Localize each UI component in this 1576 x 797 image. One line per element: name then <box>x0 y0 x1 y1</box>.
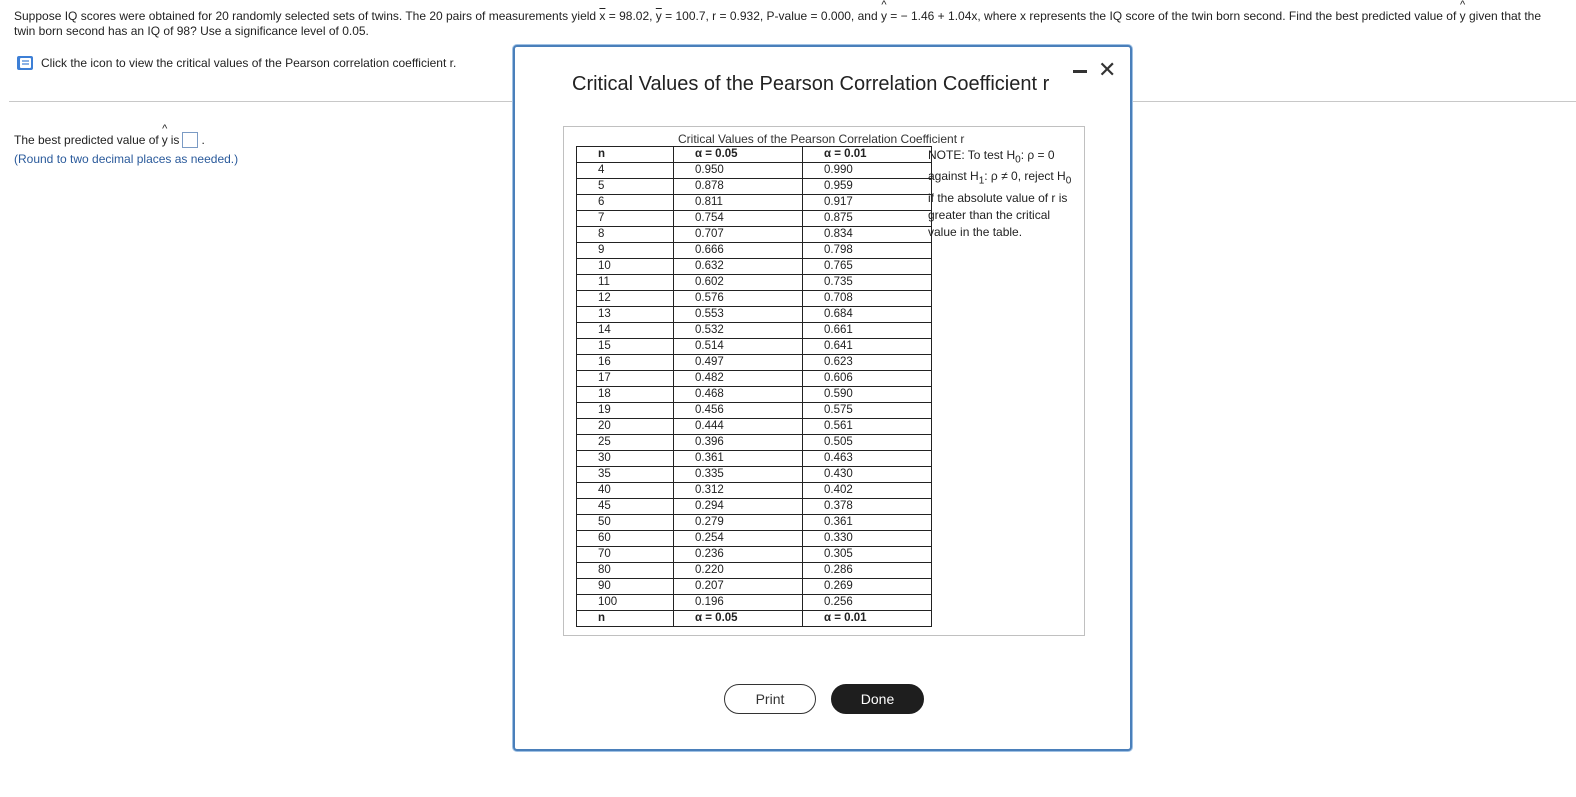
book-icon[interactable] <box>16 55 35 71</box>
cell-alpha-001: 0.641 <box>803 339 932 355</box>
cell-alpha-005: 0.602 <box>674 275 803 291</box>
table-row <box>577 515 932 531</box>
answer-input[interactable] <box>182 132 198 148</box>
table-row <box>577 435 932 451</box>
cell-n: 4 <box>577 163 674 179</box>
critical-values-table <box>576 146 932 627</box>
cell-alpha-005: 0.468 <box>674 387 803 403</box>
cell-n: 35 <box>577 467 674 483</box>
rounding-instruction: (Round to two decimal places as needed.) <box>14 152 239 166</box>
cell-alpha-001: 0.917 <box>803 195 932 211</box>
cell-alpha-001: 0.305 <box>803 547 932 563</box>
table-row <box>577 483 932 499</box>
answer-suffix: is <box>170 133 180 147</box>
table-footer-row <box>577 611 932 627</box>
cell-n: 11 <box>577 275 674 291</box>
table-caption: Critical Values of the Pearson Correlation Coefficient r <box>678 132 965 146</box>
cell-n: 60 <box>577 531 674 547</box>
header-n: n <box>577 147 674 163</box>
table-row <box>577 419 932 435</box>
cell-alpha-001: 0.430 <box>803 467 932 483</box>
cell-alpha-001: 0.330 <box>803 531 932 547</box>
cell-n: 10 <box>577 259 674 275</box>
answer-prefix: The best predicted value of <box>14 133 159 147</box>
done-button[interactable]: Done <box>831 684 924 714</box>
table-row <box>577 195 932 211</box>
cell-alpha-001: 0.990 <box>803 163 932 179</box>
cell-n: 19 <box>577 403 674 419</box>
cell-alpha-001: 0.505 <box>803 435 932 451</box>
cell-alpha-001: 0.378 <box>803 499 932 515</box>
cell-alpha-001: 0.561 <box>803 419 932 435</box>
cell-n: 17 <box>577 371 674 387</box>
cell-n: 50 <box>577 515 674 531</box>
question-text: Suppose IQ scores were obtained for 20 randomly selected sets of twins. The 20 pairs of measurements yield $\overline{x} = 98.02$, $\overline{y} = 100.7$, r = 0.932, P-value = 0.000, and ^ y = − 1.46 + 1.04x, where x represents the IQ score of the twin born second. Find the best predicted value of ^ y given that the twin born second has an IQ of 98? Use a significance level of 0.05. <box>14 9 1564 39</box>
table-row <box>577 563 932 579</box>
table-row <box>577 595 932 611</box>
cell-n: 14 <box>577 323 674 339</box>
cell-alpha-005: 0.666 <box>674 243 803 259</box>
cell-alpha-001: 0.590 <box>803 387 932 403</box>
table-row <box>577 323 932 339</box>
cell-alpha-001: 0.606 <box>803 371 932 387</box>
cell-n: 5 <box>577 179 674 195</box>
cell-alpha-005: 0.312 <box>674 483 803 499</box>
cell-alpha-001: 0.834 <box>803 227 932 243</box>
cell-alpha-005: 0.396 <box>674 435 803 451</box>
close-icon[interactable]: ✕ <box>1098 57 1117 82</box>
cell-n: 12 <box>577 291 674 307</box>
cell-n: 18 <box>577 387 674 403</box>
cell-n: 90 <box>577 579 674 595</box>
table-row <box>577 275 932 291</box>
table-header-row <box>577 147 932 163</box>
cell-alpha-005: 0.811 <box>674 195 803 211</box>
critical-values-panel <box>563 126 1085 636</box>
cell-alpha-005: 0.553 <box>674 307 803 323</box>
yhat-symbol: ^ y <box>162 133 168 147</box>
cell-n: 15 <box>577 339 674 355</box>
answer-line: The best predicted value of ^ y is . <box>14 132 205 148</box>
cell-n: 40 <box>577 483 674 499</box>
cell-alpha-001: 0.765 <box>803 259 932 275</box>
cell-alpha-005: 0.532 <box>674 323 803 339</box>
cell-alpha-005: 0.707 <box>674 227 803 243</box>
cell-alpha-001: 0.959 <box>803 179 932 195</box>
cell-alpha-005: 0.196 <box>674 595 803 611</box>
cell-alpha-005: 0.497 <box>674 355 803 371</box>
cell-n: 70 <box>577 547 674 563</box>
critical-values-help-link[interactable] <box>16 55 456 71</box>
cell-n: 9 <box>577 243 674 259</box>
table-row <box>577 211 932 227</box>
cell-n: 20 <box>577 419 674 435</box>
cell-alpha-005: 0.754 <box>674 211 803 227</box>
critical-values-dialog <box>513 45 1132 751</box>
table-row <box>577 531 932 547</box>
cell-alpha-005: 0.576 <box>674 291 803 307</box>
table-row <box>577 547 932 563</box>
cell-alpha-005: 0.950 <box>674 163 803 179</box>
cell-alpha-001: 0.361 <box>803 515 932 531</box>
table-row <box>577 371 932 387</box>
cell-alpha-005: 0.632 <box>674 259 803 275</box>
table-row <box>577 243 932 259</box>
table-row <box>577 451 932 467</box>
cell-alpha-001: 0.269 <box>803 579 932 595</box>
cell-alpha-001: 0.286 <box>803 563 932 579</box>
table-row <box>577 291 932 307</box>
table-row <box>577 499 932 515</box>
cell-alpha-001: 0.735 <box>803 275 932 291</box>
table-row <box>577 339 932 355</box>
cell-alpha-005: 0.294 <box>674 499 803 515</box>
cell-alpha-005: 0.220 <box>674 563 803 579</box>
cell-alpha-001: 0.661 <box>803 323 932 339</box>
cell-alpha-005: 0.878 <box>674 179 803 195</box>
table-row <box>577 227 932 243</box>
footer-n: n <box>577 611 674 627</box>
print-button[interactable]: Print <box>724 684 816 714</box>
cell-alpha-001: 0.402 <box>803 483 932 499</box>
cell-n: 25 <box>577 435 674 451</box>
cell-n: 100 <box>577 595 674 611</box>
table-row <box>577 579 932 595</box>
cell-n: 13 <box>577 307 674 323</box>
cell-alpha-005: 0.514 <box>674 339 803 355</box>
cell-alpha-001: 0.708 <box>803 291 932 307</box>
footer-alpha-001: α = 0.01 <box>803 611 932 627</box>
footer-alpha-005: α = 0.05 <box>674 611 803 627</box>
cell-alpha-001: 0.684 <box>803 307 932 323</box>
cell-alpha-005: 0.444 <box>674 419 803 435</box>
cell-alpha-005: 0.456 <box>674 403 803 419</box>
cell-n: 80 <box>577 563 674 579</box>
cell-n: 30 <box>577 451 674 467</box>
cell-alpha-005: 0.335 <box>674 467 803 483</box>
table-row <box>577 387 932 403</box>
table-row <box>577 403 932 419</box>
cell-alpha-005: 0.207 <box>674 579 803 595</box>
cell-alpha-005: 0.254 <box>674 531 803 547</box>
cell-alpha-001: 0.798 <box>803 243 932 259</box>
table-row <box>577 467 932 483</box>
cell-alpha-005: 0.482 <box>674 371 803 387</box>
cell-alpha-001: 0.575 <box>803 403 932 419</box>
cell-alpha-005: 0.236 <box>674 547 803 563</box>
table-row <box>577 163 932 179</box>
table-row <box>577 179 932 195</box>
header-alpha-001: α = 0.01 <box>803 147 932 163</box>
cell-alpha-005: 0.279 <box>674 515 803 531</box>
header-alpha-005: α = 0.05 <box>674 147 803 163</box>
help-link-text[interactable]: Click the icon to view the critical values of the Pearson correlation coefficient r. <box>41 56 457 70</box>
cell-alpha-001: 0.623 <box>803 355 932 371</box>
cell-n: 45 <box>577 499 674 515</box>
table-row <box>577 259 932 275</box>
cell-alpha-001: 0.463 <box>803 451 932 467</box>
hypothesis-note: NOTE: To test $H_0$: ρ = 0 against $H_1$: ρ ≠ 0, reject $H_0$ if the absolute value of r is greater than the critical value in the table. <box>928 148 1072 239</box>
cell-alpha-001: 0.875 <box>803 211 932 227</box>
table-row <box>577 307 932 323</box>
minimize-icon[interactable] <box>1073 70 1087 73</box>
table-row <box>577 355 932 371</box>
cell-n: 6 <box>577 195 674 211</box>
cell-n: 8 <box>577 227 674 243</box>
cell-n: 7 <box>577 211 674 227</box>
cell-alpha-001: 0.256 <box>803 595 932 611</box>
cell-alpha-005: 0.361 <box>674 451 803 467</box>
cell-n: 16 <box>577 355 674 371</box>
dialog-title: Critical Values of the Pearson Correlation Coefficient r <box>572 73 1050 95</box>
